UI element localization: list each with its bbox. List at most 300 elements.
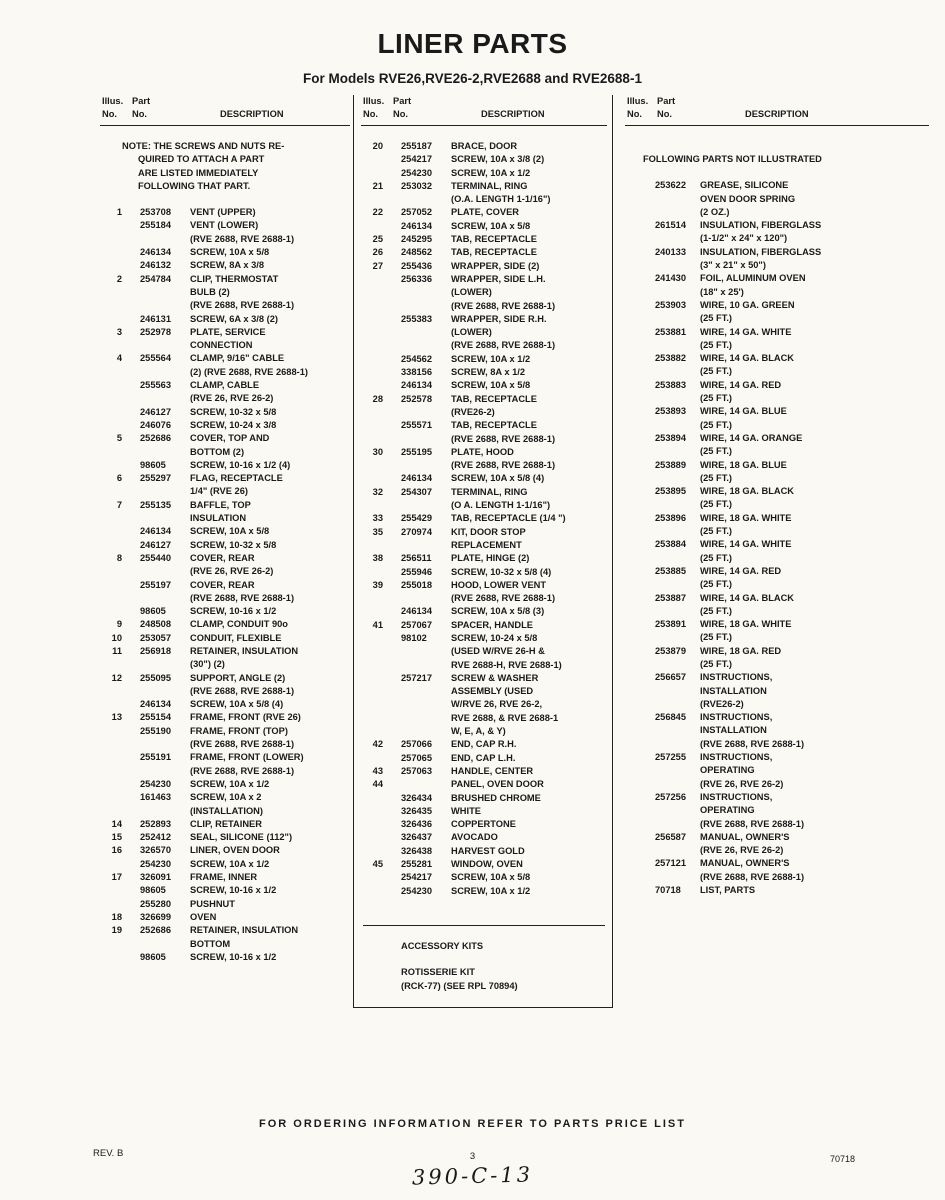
part-no-cell: [655, 658, 700, 671]
part-no-cell: [140, 286, 190, 299]
part-no-cell: 270974: [401, 526, 433, 537]
part-no-cell: [655, 552, 700, 565]
part-no-cell: 246134: [401, 220, 433, 231]
header-no-label: No.: [657, 109, 672, 119]
illus-no-cell: [100, 884, 122, 897]
part-row: [100, 951, 350, 964]
illus-no-cell: [361, 871, 383, 884]
part-row: [361, 246, 607, 259]
row-gap: [625, 166, 929, 179]
illus-no-cell: [100, 485, 122, 498]
part-no-cell: [140, 685, 190, 698]
part-no-cell: 326434: [401, 792, 433, 803]
part-row: [100, 379, 350, 392]
part-no-cell: 257065: [401, 752, 433, 763]
description-cell: HARVEST GOLD: [451, 845, 525, 856]
part-no-cell: 256845: [655, 712, 687, 723]
illus-no-cell: 32: [372, 486, 383, 497]
illus-no-cell: 35: [372, 526, 383, 537]
part-row: [361, 353, 607, 366]
description-cell: TAB, RECEPTACLE: [451, 247, 537, 258]
illus-no-cell: [100, 233, 122, 246]
part-row: [625, 671, 929, 684]
part-no-cell: 255383: [401, 313, 433, 324]
part-no-cell: 241430: [655, 273, 687, 284]
illus-no-cell: [361, 698, 383, 711]
description-cell: SCREW, 10A x 1/2: [451, 885, 531, 896]
description-cell: SCREW, 10A x 1/2: [190, 858, 270, 869]
description-cell: (INSTALLATION): [190, 805, 263, 816]
illus-no-cell: [361, 459, 383, 472]
part-row: [361, 592, 607, 605]
part-no-cell: [655, 871, 700, 884]
illus-no-cell: [100, 539, 122, 552]
part-no-cell: 246134: [401, 473, 433, 484]
description-cell: WIRE, 14 GA. ORANGE: [700, 432, 803, 443]
description-cell: CLAMP, 9/16" CABLE: [190, 353, 285, 364]
part-row: [100, 725, 350, 738]
description-cell: (25 FT.): [700, 632, 733, 643]
part-no-cell: 254230: [401, 885, 433, 896]
column-header: [625, 95, 929, 126]
illus-no-cell: [361, 153, 383, 166]
description-cell: CLIP, THERMOSTAT: [190, 273, 279, 284]
parts-list: [625, 126, 929, 897]
description-cell: WRAPPER, SIDE R.H.: [451, 313, 547, 324]
part-row: [625, 179, 929, 192]
row-gap: [361, 898, 607, 911]
part-no-cell: 253879: [655, 645, 687, 656]
illus-no-cell: [361, 885, 383, 898]
illus-no-cell: [361, 313, 383, 326]
description-cell: ASSEMBLY (USED: [451, 686, 534, 697]
part-row: [361, 366, 607, 379]
part-row: [100, 446, 350, 459]
description-cell: (25 FT.): [700, 552, 733, 563]
description-cell: VENT (LOWER): [190, 220, 259, 231]
description-cell: (25 FT.): [700, 366, 733, 377]
illus-no-cell: [361, 406, 383, 419]
part-no-cell: [140, 366, 190, 379]
part-no-cell: 254562: [401, 353, 433, 364]
description-cell: FOIL, ALUMINUM OVEN: [700, 273, 806, 284]
part-no-cell: [655, 764, 700, 777]
part-no-cell: [655, 578, 700, 591]
part-row: [100, 286, 350, 299]
illus-no-cell: 13: [111, 712, 122, 723]
part-row: [361, 698, 607, 711]
part-row: [100, 459, 350, 472]
part-row: [361, 379, 607, 392]
description-cell: TERMINAL, RING: [451, 486, 528, 497]
part-row: [625, 472, 929, 485]
part-row: [100, 884, 350, 897]
illus-no-cell: [361, 419, 383, 432]
part-row: [100, 605, 350, 618]
part-row: [100, 219, 350, 232]
part-row: [100, 339, 350, 352]
part-row: [361, 566, 607, 579]
part-no-cell: 254230: [140, 858, 172, 869]
description-cell: SCREW, 10-16 x 1/2: [190, 951, 277, 962]
column-header-line2: [100, 108, 350, 121]
part-row: [100, 858, 350, 871]
part-row: [361, 685, 607, 698]
part-row: [625, 365, 929, 378]
part-row: [100, 805, 350, 818]
illus-no-cell: 7: [116, 499, 122, 510]
description-cell: (RVE 2688, RVE 2688-1): [700, 818, 805, 829]
illus-no-cell: [361, 353, 383, 366]
row-gap: [625, 140, 929, 153]
part-no-cell: [401, 499, 451, 512]
part-row: [361, 552, 607, 565]
row-gap: [361, 953, 607, 966]
part-row: [100, 672, 350, 685]
part-no-cell: [140, 392, 190, 405]
description-cell: SCREW, 8A x 3/8: [190, 260, 265, 271]
description-cell: (RVE 2688, RVE 2688-1): [190, 685, 295, 696]
description-cell: PUSHNUT: [190, 898, 235, 909]
part-row: [100, 552, 350, 565]
description-cell: SCREW, 10A x 5/8 (3): [451, 606, 545, 617]
illus-no-cell: [100, 313, 122, 326]
part-row: [625, 764, 929, 777]
part-row: [625, 711, 929, 724]
part-row: [625, 405, 929, 418]
part-no-cell: [401, 433, 451, 446]
part-no-cell: 246134: [140, 247, 172, 258]
part-no-cell: [401, 592, 451, 605]
note-line: QUIRED TO ATTACH A PART: [138, 154, 265, 165]
illus-no-cell: 10: [111, 632, 122, 643]
part-row: [100, 924, 350, 937]
illus-no-cell: 14: [111, 818, 122, 829]
part-no-cell: [655, 698, 700, 711]
header-no-label: No.: [363, 109, 378, 119]
description-cell: CONNECTION: [190, 340, 253, 351]
description-cell: SCREW, 10A x 1/2: [451, 167, 531, 178]
illus-no-cell: [361, 433, 383, 446]
part-no-cell: [655, 525, 700, 538]
illus-no-cell: [361, 672, 383, 685]
illus-no-cell: [361, 725, 383, 738]
part-row: [625, 232, 929, 245]
part-no-cell: [140, 938, 190, 951]
description-cell: SCREW, 10A x 2: [190, 792, 262, 803]
part-row: [100, 658, 350, 671]
part-row: [100, 259, 350, 272]
part-row: [625, 618, 929, 631]
part-no-cell: [655, 631, 700, 644]
part-no-cell: 255564: [140, 353, 172, 364]
description-cell: BRACE, DOOR: [451, 141, 518, 151]
illus-no-cell: [361, 326, 383, 339]
description-cell: PANEL, OVEN DOOR: [451, 779, 544, 790]
illus-no-cell: 27: [372, 260, 383, 271]
illus-no-cell: 45: [372, 859, 383, 870]
description-cell: (25 FT.): [700, 605, 733, 616]
description-cell: W, E, A, & Y): [451, 726, 506, 737]
part-no-cell: 246134: [401, 606, 433, 617]
illus-no-cell: 15: [111, 832, 122, 843]
illus-no-cell: 18: [111, 911, 122, 922]
part-row: [361, 579, 607, 592]
part-no-cell: 257256: [655, 791, 687, 802]
part-row: [361, 433, 607, 446]
description-cell: FRAME, FRONT (LOWER): [190, 752, 304, 763]
revision-label: REV. B: [93, 1148, 124, 1159]
part-no-cell: [655, 738, 700, 751]
part-row: [361, 326, 607, 339]
part-no-cell: 98605: [140, 606, 166, 617]
illus-no-cell: [100, 512, 122, 525]
description-cell: PLATE, SERVICE: [190, 326, 266, 337]
part-no-cell: [401, 300, 451, 313]
part-row: [361, 459, 607, 472]
part-no-cell: [655, 724, 700, 737]
description-cell: FRAME, INNER: [190, 872, 258, 883]
part-no-cell: [401, 725, 451, 738]
illus-no-cell: [361, 220, 383, 233]
part-row: [361, 233, 607, 246]
column-header: [361, 95, 607, 126]
part-row: [361, 472, 607, 485]
part-no-cell: 255440: [140, 552, 172, 563]
part-no-cell: 256511: [401, 553, 432, 564]
description-cell: WIRE, 14 GA. BLACK: [700, 592, 795, 603]
part-row: [625, 857, 929, 870]
description-cell: SCREW, 10A x 1/2: [451, 353, 531, 364]
part-no-cell: 254230: [401, 167, 433, 178]
illus-no-cell: 33: [372, 513, 383, 524]
part-row: [100, 233, 350, 246]
part-row: [361, 486, 607, 499]
part-no-cell: 252578: [401, 393, 433, 404]
description-cell: WIRE, 10 GA. GREEN: [700, 299, 795, 310]
description-cell: SCREW, 10-16 x 1/2: [190, 606, 277, 617]
description-cell: (3" x 21" x 50"): [700, 260, 766, 271]
part-row: [625, 498, 929, 511]
part-row: [100, 579, 350, 592]
illus-no-cell: 2: [116, 273, 122, 284]
illus-no-cell: [100, 246, 122, 259]
illus-no-cell: [361, 752, 383, 765]
part-no-cell: [140, 339, 190, 352]
part-no-cell: [401, 326, 451, 339]
description-cell: OPERATING: [700, 805, 755, 816]
part-row: [100, 831, 350, 844]
description-cell: WHITE: [451, 805, 481, 816]
illus-no-cell: [100, 366, 122, 379]
part-no-cell: 326437: [401, 832, 433, 843]
illus-no-cell: [100, 286, 122, 299]
part-no-cell: 254217: [401, 154, 433, 165]
part-no-cell: [655, 818, 700, 831]
part-row: [100, 472, 350, 485]
part-row: [625, 419, 929, 432]
part-row: [361, 619, 607, 632]
part-row: [625, 724, 929, 737]
illus-no-cell: [361, 592, 383, 605]
illus-no-cell: [361, 632, 383, 645]
description-cell: TERMINAL, RING: [451, 180, 528, 191]
description-cell: INSTALLATION: [700, 685, 767, 696]
header-part-label: Part: [657, 96, 676, 106]
part-row: [625, 791, 929, 804]
part-row: [625, 685, 929, 698]
description-cell: RETAINER, INSULATION: [190, 645, 299, 656]
part-no-cell: 257067: [401, 619, 433, 630]
illus-no-cell: 4: [116, 353, 122, 364]
part-row: [100, 938, 350, 951]
part-no-cell: 245295: [401, 234, 433, 245]
description-cell: BRUSHED CHROME: [451, 792, 541, 803]
part-no-cell: 326435: [401, 805, 433, 816]
part-no-cell: 253893: [655, 406, 687, 417]
description-cell: (2) (RVE 2688, RVE 2688-1): [190, 366, 308, 377]
column-header-line2: [625, 108, 929, 121]
page-title: LINER PARTS: [377, 28, 568, 59]
illus-no-cell: [361, 566, 383, 579]
illus-no-cell: 20: [372, 141, 383, 151]
part-row: [361, 871, 607, 884]
description-cell: (25 FT.): [700, 446, 733, 457]
part-row: [361, 300, 607, 313]
part-no-cell: 253881: [655, 326, 687, 337]
description-cell: (RVE 2688, RVE 2688-1): [451, 433, 556, 444]
part-no-cell: [401, 659, 451, 672]
description-cell: CLAMP, CONDUIT 90o: [190, 619, 288, 630]
row-gap: [361, 927, 607, 940]
description-cell: (1-1/2" x 24" x 120"): [700, 233, 788, 244]
part-no-cell: 253903: [655, 299, 687, 310]
part-no-cell: [655, 445, 700, 458]
part-row: [361, 765, 607, 778]
part-row: [100, 352, 350, 365]
description-cell: (RVE 2688, RVE 2688-1): [190, 233, 295, 244]
description-cell: (2 OZ.): [700, 206, 730, 217]
parts-list: [100, 126, 350, 964]
part-no-cell: 253622: [655, 180, 687, 191]
part-no-cell: 257052: [401, 207, 433, 218]
part-row: [625, 698, 929, 711]
part-no-cell: [401, 286, 451, 299]
description-cell: WINDOW, OVEN: [451, 859, 523, 870]
part-row: [625, 299, 929, 312]
part-no-cell: 246132: [140, 260, 172, 271]
part-no-cell: 255297: [140, 473, 172, 484]
part-no-cell: 253884: [655, 539, 687, 550]
part-no-cell: 255571: [401, 420, 433, 431]
part-no-cell: 255191: [140, 752, 172, 763]
description-cell: HOOD, LOWER VENT: [451, 579, 547, 590]
part-no-cell: [655, 844, 700, 857]
description-cell: SPACER, HANDLE: [451, 619, 533, 630]
part-row: [361, 273, 607, 286]
part-row: [625, 631, 929, 644]
section-divider: [363, 925, 605, 926]
illus-no-cell: [361, 273, 383, 286]
part-row: [100, 898, 350, 911]
part-row: [100, 751, 350, 764]
part-no-cell: 246076: [140, 419, 172, 430]
part-row: [361, 645, 607, 658]
part-row: [361, 419, 607, 432]
illus-no-cell: [100, 791, 122, 804]
part-row: [361, 672, 607, 685]
part-no-cell: 70718: [655, 885, 681, 896]
part-no-cell: 255190: [140, 725, 172, 736]
part-row: [625, 552, 929, 565]
part-no-cell: 255187: [401, 141, 433, 151]
part-no-cell: 256918: [140, 645, 172, 656]
illus-no-cell: [100, 219, 122, 232]
part-row: [100, 791, 350, 804]
part-row: [100, 299, 350, 312]
part-row: [625, 339, 929, 352]
part-row: [625, 512, 929, 525]
description-cell: SCREW, 10-16 x 1/2 (4): [190, 459, 291, 470]
description-cell: (25 FT.): [700, 339, 733, 350]
description-cell: (30") (2): [190, 659, 225, 670]
part-row: [625, 352, 929, 365]
part-row: [100, 818, 350, 831]
description-cell: SCREW, 10A x 5/8: [451, 380, 531, 391]
header-part-label: Part: [132, 96, 151, 106]
description-cell: (RVE 26, RVE 26-2): [190, 566, 274, 577]
part-no-cell: 257063: [401, 765, 433, 776]
part-row: [361, 286, 607, 299]
part-row: [361, 393, 607, 406]
description-cell: KIT, DOOR STOP: [451, 526, 526, 537]
part-no-cell: 257121: [655, 858, 687, 869]
description-cell: INSTRUCTIONS,: [700, 752, 773, 763]
description-cell: (25 FT.): [700, 419, 733, 430]
illus-no-cell: [100, 751, 122, 764]
illus-no-cell: 3: [116, 326, 122, 337]
description-cell: FLAG, RECEPTACLE: [190, 473, 283, 484]
part-row: [100, 871, 350, 884]
row-gap: [361, 911, 607, 924]
description-cell: SEAL, SILICONE (112"): [190, 832, 293, 843]
description-cell: (18" x 25'): [700, 286, 744, 297]
description-cell: INSTALLATION: [700, 725, 767, 736]
part-row: [361, 180, 607, 193]
part-no-cell: 253057: [140, 632, 172, 643]
part-row: [100, 313, 350, 326]
illus-no-cell: 21: [372, 180, 383, 191]
part-row: [361, 885, 607, 898]
part-no-cell: 255280: [140, 898, 172, 909]
part-row: [625, 778, 929, 791]
part-no-cell: 255946: [401, 566, 433, 577]
description-cell: FRAME, FRONT (RVE 26): [190, 712, 301, 723]
part-no-cell: 338156: [401, 367, 433, 378]
part-row: [100, 499, 350, 512]
description-cell: END, CAP L.H.: [451, 752, 516, 763]
part-row: [625, 818, 929, 831]
description-cell: WIRE, 14 GA. WHITE: [700, 539, 792, 550]
part-no-cell: 326699: [140, 911, 172, 922]
description-cell: SCREW, 10-16 x 1/2: [190, 885, 277, 896]
illus-no-cell: 44: [372, 779, 383, 790]
part-row: [100, 844, 350, 857]
part-row: [361, 153, 607, 166]
illus-no-cell: [100, 525, 122, 538]
illus-no-cell: [361, 286, 383, 299]
part-no-cell: 252412: [140, 832, 172, 843]
